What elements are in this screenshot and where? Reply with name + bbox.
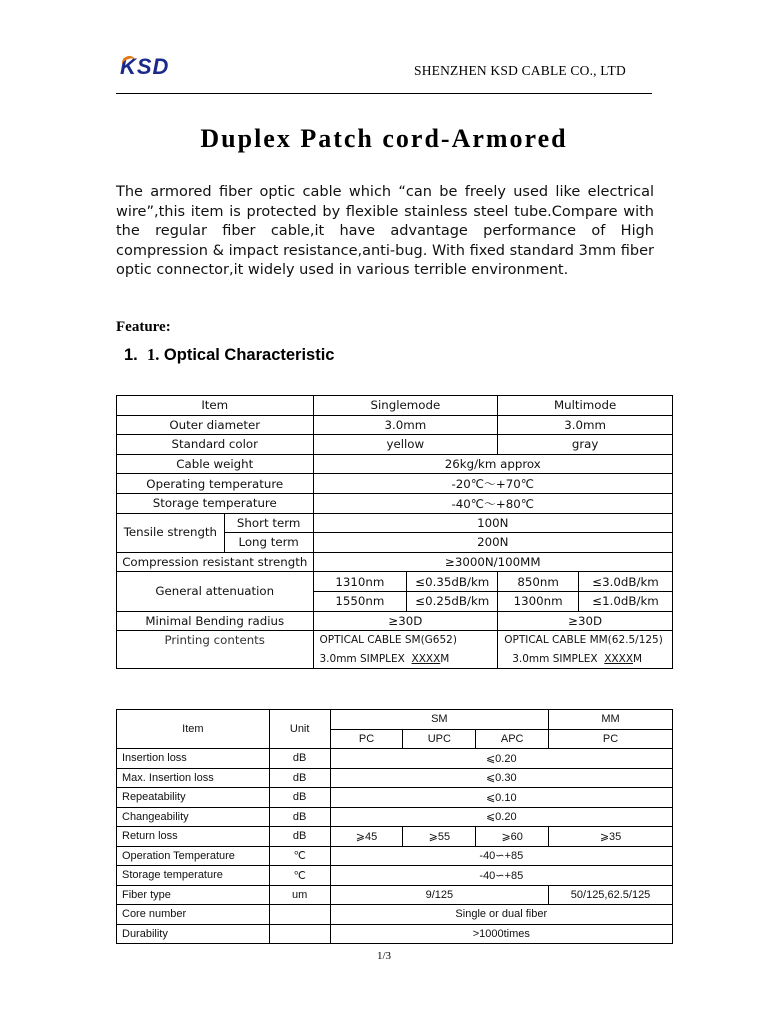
row-label: Durability <box>117 924 270 944</box>
header-item: Item <box>117 710 270 749</box>
header-singlemode: Singlemode <box>313 396 498 416</box>
table-row <box>117 788 673 808</box>
section-number: 1. <box>124 346 138 364</box>
cell-value: ⩽0.10 <box>330 788 672 808</box>
cell-value: ⩾60 <box>476 827 549 847</box>
cell-value: -20℃～+70℃ <box>313 474 673 494</box>
print-text: 3.0mm SIMPLEX <box>319 653 405 666</box>
row-label: Core number <box>117 905 270 925</box>
cell-value: ⩽0.20 <box>330 807 672 827</box>
cell-value: ≤0.35dB/km <box>407 572 498 592</box>
row-label: General attenuation <box>117 572 314 611</box>
header-pc: PC <box>330 729 403 749</box>
section-title: Optical Characteristic <box>163 346 335 364</box>
table-row <box>117 493 673 513</box>
print-length: XXXX <box>604 653 634 666</box>
header-mm-pc: PC <box>549 729 673 749</box>
table-row <box>117 552 673 572</box>
cell-value: OPTICAL CABLE SM(G652) <box>313 631 498 650</box>
cell-value: 850nm <box>498 572 579 592</box>
table-row <box>117 513 673 533</box>
connector-performance-table <box>116 709 673 944</box>
row-label: Operation Temperature <box>117 846 270 866</box>
table-row <box>117 827 673 847</box>
cell-value: ≥30D <box>313 611 498 631</box>
cell-value: 200N <box>313 533 673 553</box>
unit-cell: dB <box>269 807 330 827</box>
unit-cell: dB <box>269 827 330 847</box>
cell-value: gray <box>498 435 673 455</box>
unit-cell: dB <box>269 749 330 769</box>
cell-value: 3.0mm <box>498 415 673 435</box>
header-mm: MM <box>549 710 673 730</box>
cell-value: 1300nm <box>498 591 579 611</box>
row-label: Storage temperature <box>117 866 270 886</box>
cell-value: ≥3000N/100MM <box>313 552 673 572</box>
table-row <box>117 846 673 866</box>
intro-paragraph: The armored fiber optic cable which “can be freely used like electrical wire”,this item is protected by flexible stainless steel tube.Compare with the regular fiber cable,it have advantage performance of High compression & impact resistance,anti-bug. With fixed standard 3mm fiber optic connector,it widely used in various terrible environment. <box>116 184 654 278</box>
table-row <box>117 710 673 730</box>
header-unit: Unit <box>269 710 330 749</box>
row-label: Repeatability <box>117 788 270 808</box>
table-row <box>117 631 673 650</box>
table-row <box>117 866 673 886</box>
cell-value: ⩾45 <box>330 827 403 847</box>
cell-value: ≤0.25dB/km <box>407 591 498 611</box>
cell-value: 3.0mm <box>313 415 498 435</box>
cell-value: 1310nm <box>313 572 407 592</box>
cell-value: ⩾55 <box>403 827 476 847</box>
unit-cell <box>269 924 330 944</box>
header-divider <box>116 93 652 94</box>
cell-value: OPTICAL CABLE MM(62.5/125) <box>498 631 673 650</box>
table-row <box>117 905 673 925</box>
table-row <box>117 924 673 944</box>
row-label: Return loss <box>117 827 270 847</box>
sub-label: Long term <box>224 533 313 553</box>
cell-value: ⩾35 <box>549 827 673 847</box>
table-row <box>117 454 673 474</box>
sub-label: Short term <box>224 513 313 533</box>
cell-value: 50/125,62.5/125 <box>549 885 673 905</box>
unit-cell: dB <box>269 768 330 788</box>
unit-cell <box>269 905 330 925</box>
row-label: Minimal Bending radius <box>117 611 314 631</box>
cell-value: -40∽+85 <box>330 866 672 886</box>
cell-value <box>498 650 673 669</box>
unit-cell: ℃ <box>269 866 330 886</box>
row-label: Fiber type <box>117 885 270 905</box>
cell-value: 9/125 <box>330 885 549 905</box>
table-row <box>117 396 673 416</box>
row-label <box>117 631 314 669</box>
ksd-logo <box>120 54 169 80</box>
cell-value: ⩽0.30 <box>330 768 672 788</box>
cell-value: ⩽0.20 <box>330 749 672 769</box>
cell-value: -40∽+85 <box>330 846 672 866</box>
section-subnumber: 1. <box>146 345 160 364</box>
row-label: Storage temperature <box>117 493 314 513</box>
cell-value: 26kg/km approx <box>313 454 673 474</box>
row-label: Changeability <box>117 807 270 827</box>
table-row <box>117 611 673 631</box>
row-label: Compression resistant strength <box>117 552 314 572</box>
cell-value: ≥30D <box>498 611 673 631</box>
print-length: XXXX <box>411 653 441 666</box>
cell-value: 1550nm <box>313 591 407 611</box>
unit-cell: um <box>269 885 330 905</box>
table-row <box>117 435 673 455</box>
table-row <box>117 768 673 788</box>
cell-value: -40℃～+80℃ <box>313 493 673 513</box>
cell-value <box>313 650 498 669</box>
header-item: Item <box>117 396 314 416</box>
header-upc: UPC <box>403 729 476 749</box>
logo-text: KSD <box>120 54 170 79</box>
table-row <box>117 572 673 592</box>
printing-label: Printing contents <box>164 633 265 648</box>
header-sm: SM <box>330 710 549 730</box>
print-unit: M <box>440 653 450 666</box>
print-text: 3.0mm SIMPLEX <box>512 653 598 666</box>
optical-characteristic-table <box>116 395 673 669</box>
row-label: Cable weight <box>117 454 314 474</box>
document-title: Duplex Patch cord-Armored <box>200 124 568 153</box>
cell-value: Single or dual fiber <box>330 905 672 925</box>
page-number: 1/3 <box>376 950 392 962</box>
section-heading-optical <box>124 345 334 365</box>
table-row <box>117 415 673 435</box>
row-label: Insertion loss <box>117 749 270 769</box>
row-label: Max. Insertion loss <box>117 768 270 788</box>
row-label: Operating temperature <box>117 474 314 494</box>
table-row <box>117 885 673 905</box>
print-unit: M <box>633 653 643 666</box>
unit-cell: ℃ <box>269 846 330 866</box>
row-label: Outer diameter <box>117 415 314 435</box>
cell-value: ≤1.0dB/km <box>579 591 673 611</box>
table-row <box>117 749 673 769</box>
row-label-tensile: Tensile strength <box>117 513 225 552</box>
cell-value: 100N <box>313 513 673 533</box>
row-label: Standard color <box>117 435 314 455</box>
cell-value: yellow <box>313 435 498 455</box>
feature-heading: Feature: <box>116 319 171 335</box>
table-row <box>117 807 673 827</box>
header-apc: APC <box>476 729 549 749</box>
company-name: SHENZHEN KSD CABLE CO., LTD <box>414 63 626 78</box>
table-row <box>117 474 673 494</box>
unit-cell: dB <box>269 788 330 808</box>
cell-value: ≤3.0dB/km <box>579 572 673 592</box>
header-multimode: Multimode <box>498 396 673 416</box>
cell-value: >1000times <box>330 924 672 944</box>
